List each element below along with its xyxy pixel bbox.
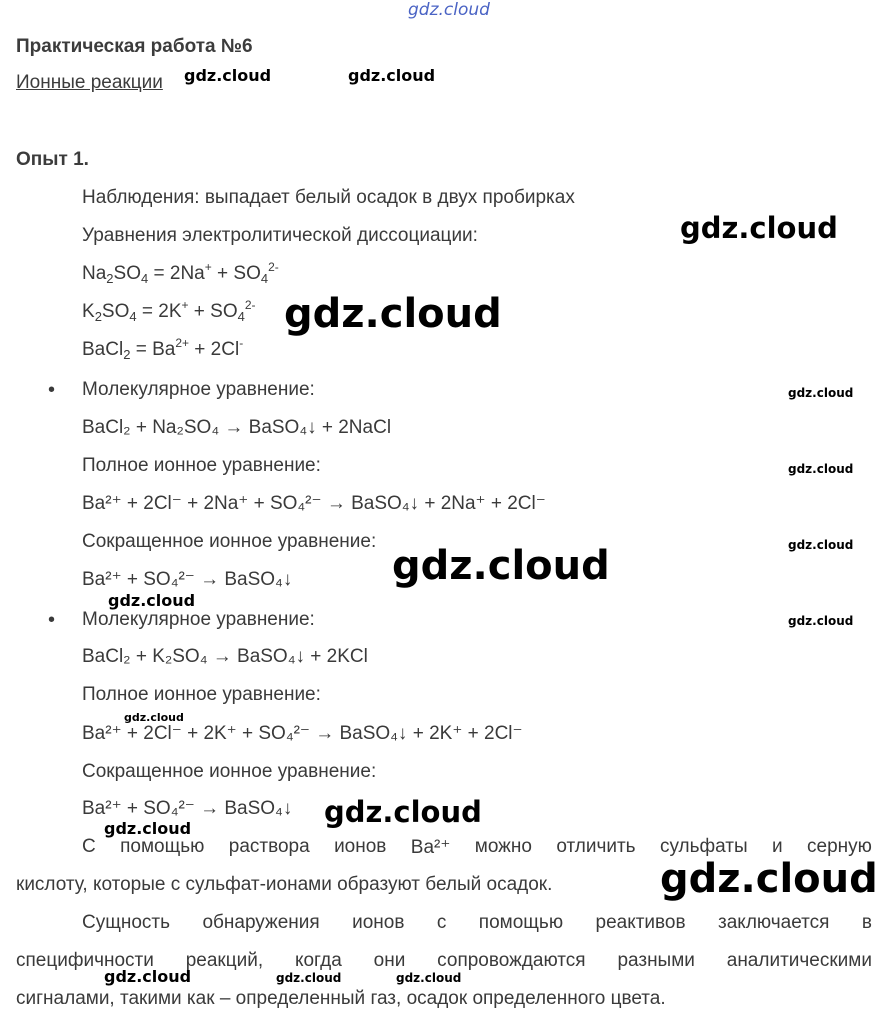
molecular-equation-label-1: Молекулярное уравнение:: [82, 379, 315, 400]
watermark: gdz.cloud: [788, 538, 854, 552]
watermark: gdz.cloud: [276, 971, 342, 985]
watermark: gdz.cloud: [104, 819, 192, 838]
full-ionic-equation-2: Ba²⁺ + 2Cl⁻ + 2K⁺ + SO₄²⁻ → BaSO₄↓ + 2K⁺ + 2Cl⁻: [82, 723, 523, 744]
molecular-equation-label-2: Молекулярное уравнение:: [82, 609, 315, 630]
dissociation-equation-3: BaCl$_2$ = $Ba^{2+} + 2Cl^-$: [82, 336, 244, 362]
conclusion-1-line-1: С помощью раствора ионов Ba²⁺ можно отличить сульфаты и серную: [82, 836, 872, 858]
watermark: gdz.cloud: [324, 795, 482, 829]
watermark: gdz.cloud: [788, 462, 854, 476]
watermark: gdz.cloud: [680, 211, 838, 245]
watermark: gdz.cloud: [184, 66, 272, 85]
full-ionic-label-2: Полное ионное уравнение:: [82, 684, 321, 705]
short-ionic-equation-2: Ba²⁺ + SO₄²⁻ → BaSO₄↓: [82, 798, 293, 819]
experiment-heading: Опыт 1.: [16, 149, 89, 170]
conclusion-1-line-2: кислоту, которые с сульфат-ионами образуют белый осадок.: [16, 874, 553, 895]
short-ionic-label-2: Сокращенное ионное уравнение:: [82, 761, 377, 782]
watermark: gdz.cloud: [392, 543, 610, 589]
observation-text: Наблюдения: выпадает белый осадок в двух пробирках: [82, 187, 575, 208]
watermark: gdz.cloud: [396, 971, 462, 985]
page-subtitle: Ионные реакции: [16, 72, 163, 93]
watermark: gdz.cloud: [124, 711, 184, 724]
bullet-icon: •: [48, 379, 56, 401]
watermark: gdz.cloud: [660, 856, 878, 902]
watermark: gdz.cloud: [284, 291, 502, 337]
dissociation-equation-1: $Na_2SO_4 = 2Na^+ + SO_4^{2-}$: [82, 260, 279, 286]
watermark: gdz.cloud: [104, 967, 192, 986]
watermark: gdz.cloud: [788, 614, 854, 628]
watermark: gdz.cloud: [108, 591, 196, 610]
conclusion-2-line-2: специфичности реакций, когда они сопровождаются разными аналитическими: [16, 950, 872, 971]
molecular-equation-1: BaCl₂ + Na₂SO₄ → BaSO₄↓ + 2NaCl: [82, 417, 392, 438]
short-ionic-label-1: Сокращенное ионное уравнение:: [82, 531, 377, 552]
page-title: Практическая работа №6: [16, 36, 253, 57]
bullet-icon: •: [48, 609, 56, 631]
dissociation-equation-2: $K_2SO_4 = 2K^+ + SO_4^{2-}$: [82, 298, 256, 324]
dissociation-label: Уравнения электролитической диссоциации:: [82, 225, 478, 246]
full-ionic-equation-1: Ba²⁺ + 2Cl⁻ + 2Na⁺ + SO₄²⁻ → BaSO₄↓ + 2Na⁺ + 2Cl⁻: [82, 493, 546, 514]
conclusion-2-line-1: Сущность обнаружения ионов с помощью реактивов заключается в: [82, 912, 872, 933]
molecular-equation-2: BaCl₂ + K₂SO₄ → BaSO₄↓ + 2KCl: [82, 646, 368, 667]
full-ionic-label-1: Полное ионное уравнение:: [82, 455, 321, 476]
watermark: gdz.cloud: [408, 0, 490, 20]
watermark: gdz.cloud: [348, 66, 436, 85]
watermark: gdz.cloud: [788, 386, 854, 400]
short-ionic-equation-1: Ba²⁺ + SO₄²⁻ → BaSO₄↓: [82, 569, 293, 590]
conclusion-2-line-3: сигналами, такими как – определенный газ, осадок определенного цвета.: [16, 988, 666, 1009]
